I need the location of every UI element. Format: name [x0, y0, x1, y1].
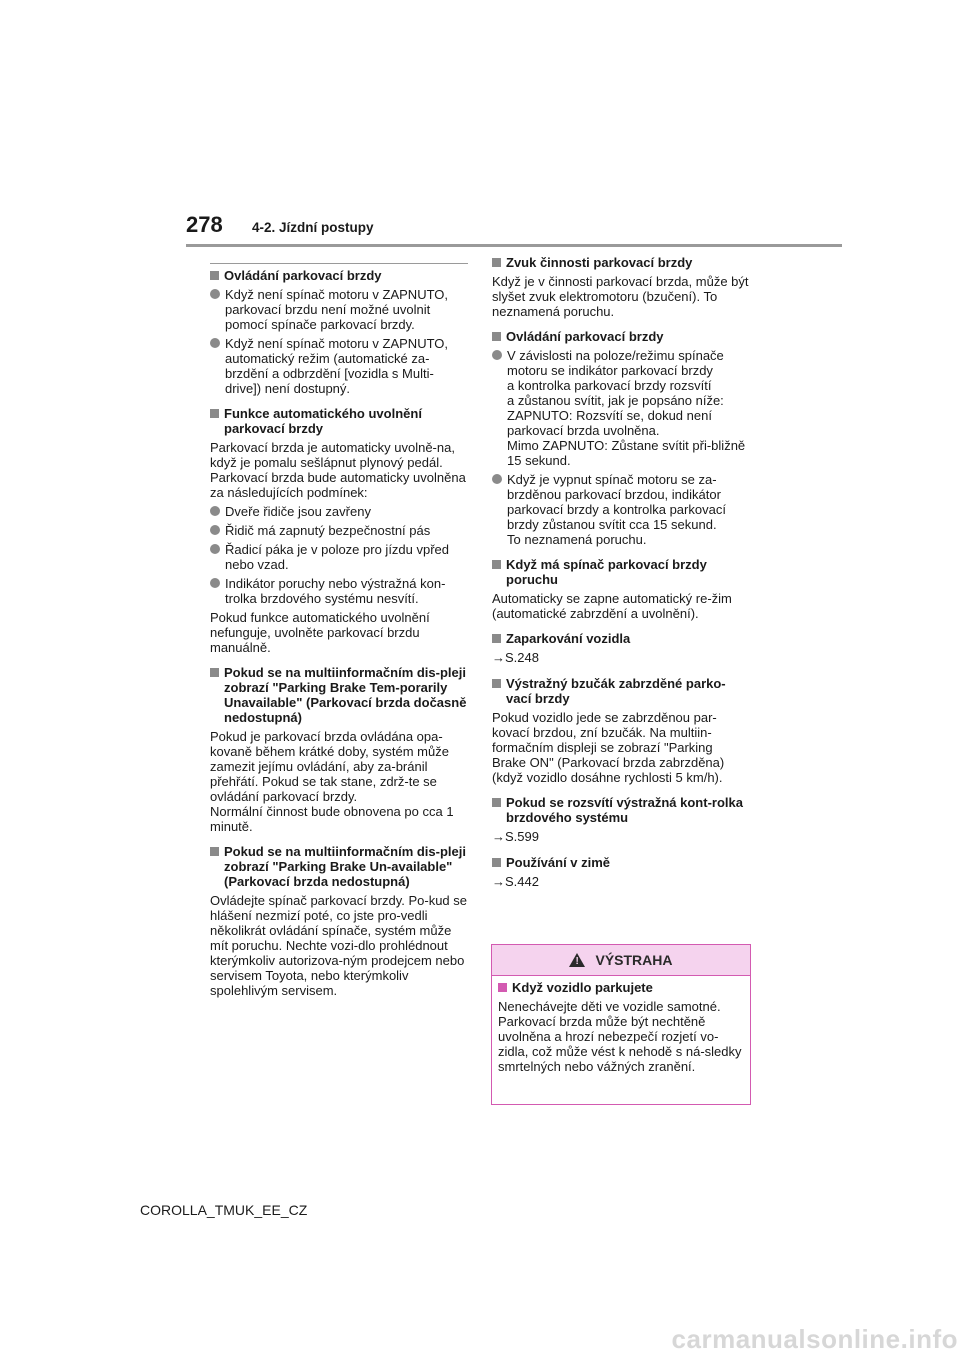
paragraph: Parkovací brzda je automaticky uvolně-na, když je pomalu sešlápnut plynový pedál. Parkovací brzda bude automaticky uvolněna za následujících podmínek: — [210, 440, 466, 500]
heading-auto-release: Funkce automatického uvolnění parkovací brzdy — [210, 406, 468, 436]
right-column — [492, 255, 750, 894]
page-reference-link[interactable]: →S.599 — [492, 829, 539, 844]
warning-body — [492, 976, 750, 1074]
left-column — [210, 268, 468, 1002]
heading-winter-use: Používání v zimě — [492, 855, 750, 870]
square-bullet-icon — [210, 847, 219, 856]
paragraph: Když je v činnosti parkovací brzda, může být slyšet zvuk elektromotoru (bzučení). To neznamená poruchu. — [492, 274, 749, 319]
bullet-dot-icon — [210, 506, 220, 516]
list-item: Řadicí páka je v poloze pro jízdu vpřed nebo vzad. — [210, 542, 468, 572]
bullet-dot-icon — [210, 525, 220, 535]
square-bullet-icon — [492, 798, 501, 807]
heading-temporarily-unavailable: Pokud se na multiinformačním dis-pleji zobrazí "Parking Brake Tem-porarily Unavailable" (Parkovací brzda dočasně nedostupná) — [210, 665, 468, 725]
warning-text: Nenechávejte děti ve vozidle samotné. Parkovací brzda může být nechtěně uvolněna a hrozí nebezpečí rozjetí vo-zidla, což může vést k nehodě s ná-sledky smrtelných nebo vážných zranění. — [498, 999, 742, 1074]
warning-heading: Když vozidlo parkujete — [498, 980, 744, 995]
header-divider — [186, 244, 842, 247]
page-reference-link[interactable]: →S.248 — [492, 650, 539, 665]
paragraph: Ovládejte spínač parkovací brzdy. Po-kud se hlášení nezmizí poté, co jste pro-vedli několikrát ovládání spínače, systém může mít poruchu. Nechte vozi-dlo prohlédnout kterýmkoliv autorizova-ným prodejcem nebo servisem Toyota, nebo kterýmkoliv spolehlivým servisem. — [210, 893, 467, 998]
square-bullet-icon — [210, 668, 219, 677]
bullet-dot-icon — [210, 289, 220, 299]
bullet-dot-icon — [210, 338, 220, 348]
bullet-dot-icon — [210, 544, 220, 554]
paragraph: Pokud je parkovací brzda ovládána opa-kovaně během krátké doby, systém může zamezit jejímu ovládání, aby za-bránil přehřátí. Pokud se tak stane, zdrž-te se ovládání parkovací brzdy. Normální činnost bude obnovena po cca 1 minutě. — [210, 729, 454, 834]
heading-brake-buzzer: Výstražný bzučák zabrzděné parko-vací brzdy — [492, 676, 750, 706]
bullet-dot-icon — [210, 578, 220, 588]
square-bullet-icon — [492, 679, 501, 688]
warning-box — [491, 944, 751, 1105]
square-bullet-icon — [210, 271, 219, 280]
paragraph: Automaticky se zapne automatický re-žim (automatické zabrzdění a uvolnění). — [492, 591, 732, 621]
arrow-right-icon: → — [492, 650, 505, 665]
heading-parking-vehicle: Zaparkování vozidla — [492, 631, 750, 646]
heading-brake-warning-light: Pokud se rozsvítí výstražná kont-rolka brzdového systému — [492, 795, 750, 825]
heading-switch-malfunction: Když má spínač parkovací brzdy poruchu — [492, 557, 750, 587]
paragraph: Pokud vozidlo jede se zabrzděnou par-kovací brzdou, zní bzučák. Na multiin-formačním displeji se zobrazí "Parking Brake ON" (Parkovací brzda zabrzděna) (když vozidlo dosáhne rychlosti 5 km/h). — [492, 710, 725, 785]
warning-triangle-icon: ! — [569, 953, 585, 967]
list-item: Když není spínač motoru v ZAPNUTO, automatický režim (automatické za-brzdění a odbrzdění [vozidla s Multi-drive]) není dostupný. — [210, 336, 468, 396]
paragraph: Pokud funkce automatického uvolnění nefunguje, uvolněte parkovací brzdu manuálně. — [210, 610, 430, 655]
warning-header — [492, 945, 750, 976]
square-bullet-icon — [492, 332, 501, 341]
heading-brake-sound: Zvuk činnosti parkovací brzdy — [492, 255, 750, 270]
page-number: 278 — [186, 212, 223, 237]
list-item: Když není spínač motoru v ZAPNUTO, parkovací brzdu není možné uvolnit pomocí spínače parkovací brzdy. — [210, 287, 468, 332]
heading-parking-brake-control: Ovládání parkovací brzdy — [492, 329, 750, 344]
list-item: V závislosti na poloze/režimu spínače motoru se indikátor parkovací brzdy a kontrolka parkovací brzdy rozsvítí a zůstanou svítit, jak je popsáno níže: ZAPNUTO: Rozsvítí se, dokud není parkovací brzda uvolněna. Mimo ZAPNUTO: Zůstane svítit při-bližně 15 sekund. — [492, 348, 750, 468]
list-item: Řidič má zapnutý bezpečnostní pás — [210, 523, 468, 538]
arrow-right-icon: → — [492, 829, 505, 844]
square-bullet-icon — [492, 560, 501, 569]
heading-parking-brake-control: Ovládání parkovací brzdy — [210, 268, 468, 283]
square-bullet-icon — [498, 983, 507, 992]
watermark: carmanualsonline.info — [671, 1324, 958, 1354]
bullet-dot-icon — [492, 474, 502, 484]
square-bullet-icon — [210, 409, 219, 418]
heading-unavailable: Pokud se na multiinformačním dis-pleji zobrazí "Parking Brake Un-available" (Parkovací brzda nedostupná) — [210, 844, 468, 889]
list-item: Když je vypnut spínač motoru se za-brzděnou parkovací brzdou, indikátor parkovací brzdy a kontrolka parkovací brzdy zůstanou svítit cca 15 sekund. To neznamená poruchu. — [492, 472, 750, 547]
warning-title: VÝSTRAHA — [595, 952, 673, 968]
bullet-dot-icon — [492, 350, 502, 360]
arrow-right-icon: → — [492, 874, 505, 889]
page-reference-link[interactable]: →S.442 — [492, 874, 539, 889]
section-title: 4-2. Jízdní postupy — [252, 220, 374, 235]
list-item: Dveře řidiče jsou zavřeny — [210, 504, 468, 519]
square-bullet-icon — [492, 258, 501, 267]
column-divider — [210, 263, 468, 264]
square-bullet-icon — [492, 858, 501, 867]
document-id: COROLLA_TMUK_EE_CZ — [140, 1202, 308, 1218]
square-bullet-icon — [492, 634, 501, 643]
list-item: Indikátor poruchy nebo výstražná kon-trolka brzdového systému nesvítí. — [210, 576, 468, 606]
